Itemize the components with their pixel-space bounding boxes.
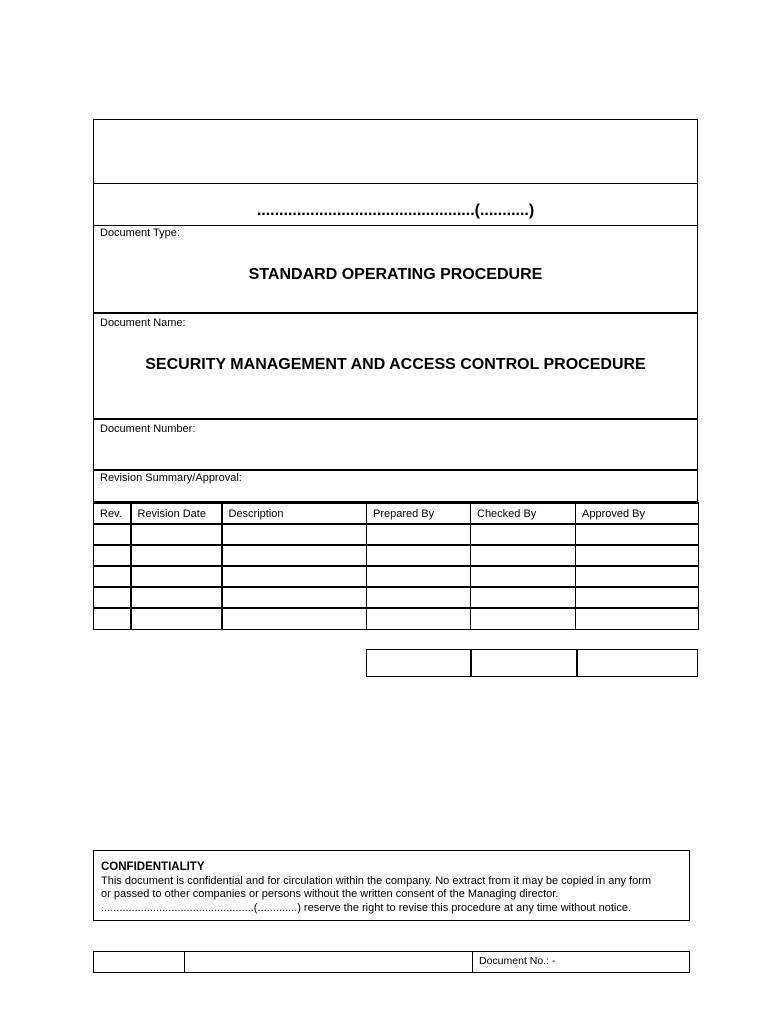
table-cell[interactable] [576, 566, 699, 587]
divider [94, 469, 697, 471]
prepared-by-signature-box[interactable] [366, 649, 471, 677]
revision-table-header [94, 503, 699, 524]
document-name-value: SECURITY MANAGEMENT AND ACCESS CONTROL PROCEDURE [145, 356, 646, 373]
checked-by-signature-box[interactable] [471, 649, 577, 677]
footer-divider [472, 952, 473, 972]
table-row [94, 524, 699, 545]
table-row [94, 545, 699, 566]
table-cell[interactable] [222, 524, 367, 545]
document-type-label: Document Type: [100, 227, 180, 239]
table-row [94, 566, 699, 587]
col-header-prepared-by: Prepared By [367, 503, 471, 524]
table-cell[interactable] [471, 524, 576, 545]
footer-divider [184, 952, 185, 972]
table-cell[interactable] [576, 608, 699, 629]
table-cell[interactable] [576, 587, 699, 608]
table-cell[interactable] [576, 524, 699, 545]
revision-summary-label: Revision Summary/Approval: [100, 472, 242, 484]
table-cell[interactable] [94, 608, 131, 629]
table-cell[interactable] [471, 566, 576, 587]
table-cell[interactable] [131, 524, 222, 545]
table-cell[interactable] [367, 524, 471, 545]
table-cell[interactable] [471, 587, 576, 608]
table-cell[interactable] [94, 587, 131, 608]
company-placeholder: .................................................(...........) [256, 202, 535, 219]
table-cell[interactable] [367, 608, 471, 629]
table-cell[interactable] [131, 545, 222, 566]
table-cell[interactable] [222, 545, 367, 566]
approved-by-signature-box[interactable] [577, 649, 698, 677]
table-row [94, 587, 699, 608]
table-cell[interactable] [222, 587, 367, 608]
col-header-approved-by: Approved By [576, 503, 699, 524]
divider [94, 418, 697, 420]
table-cell[interactable] [94, 524, 131, 545]
table-cell[interactable] [367, 587, 471, 608]
col-header-description: Description [222, 503, 367, 524]
confidentiality-heading: CONFIDENTIALITY [101, 861, 205, 873]
table-cell[interactable] [367, 566, 471, 587]
table-cell[interactable] [131, 566, 222, 587]
table-row [94, 608, 699, 629]
table-cell[interactable] [471, 608, 576, 629]
table-cell[interactable] [222, 608, 367, 629]
confidentiality-text-line: This document is confidential and for circulation within the company. No extract from it may be copied in any form [101, 874, 652, 887]
footer-document-number: Document No.: - [479, 955, 556, 967]
divider [94, 225, 697, 226]
col-header-rev: Rev. [94, 503, 131, 524]
table-cell[interactable] [131, 587, 222, 608]
col-header-checked-by: Checked By [471, 503, 576, 524]
table-cell[interactable] [471, 545, 576, 566]
divider [94, 312, 697, 314]
document-header-block [93, 119, 698, 502]
table-cell[interactable] [222, 566, 367, 587]
document-number-label: Document Number: [100, 423, 196, 435]
col-header-revision-date: Revision Date [131, 503, 222, 524]
table-cell[interactable] [94, 545, 131, 566]
table-cell[interactable] [367, 545, 471, 566]
revision-table [93, 502, 699, 630]
confidentiality-notice [93, 850, 690, 921]
divider [94, 183, 697, 184]
document-type-value: STANDARD OPERATING PROCEDURE [248, 266, 543, 283]
table-cell[interactable] [94, 566, 131, 587]
document-name-label: Document Name: [100, 317, 186, 329]
table-cell[interactable] [131, 608, 222, 629]
confidentiality-text-line: ..................................................(.............) reserve the right to revise this procedure at any time without notice. [101, 901, 632, 914]
table-cell[interactable] [576, 545, 699, 566]
confidentiality-text-line: or passed to other companies or persons without the written consent of the Managing director. [101, 888, 559, 900]
page-footer [93, 951, 690, 973]
